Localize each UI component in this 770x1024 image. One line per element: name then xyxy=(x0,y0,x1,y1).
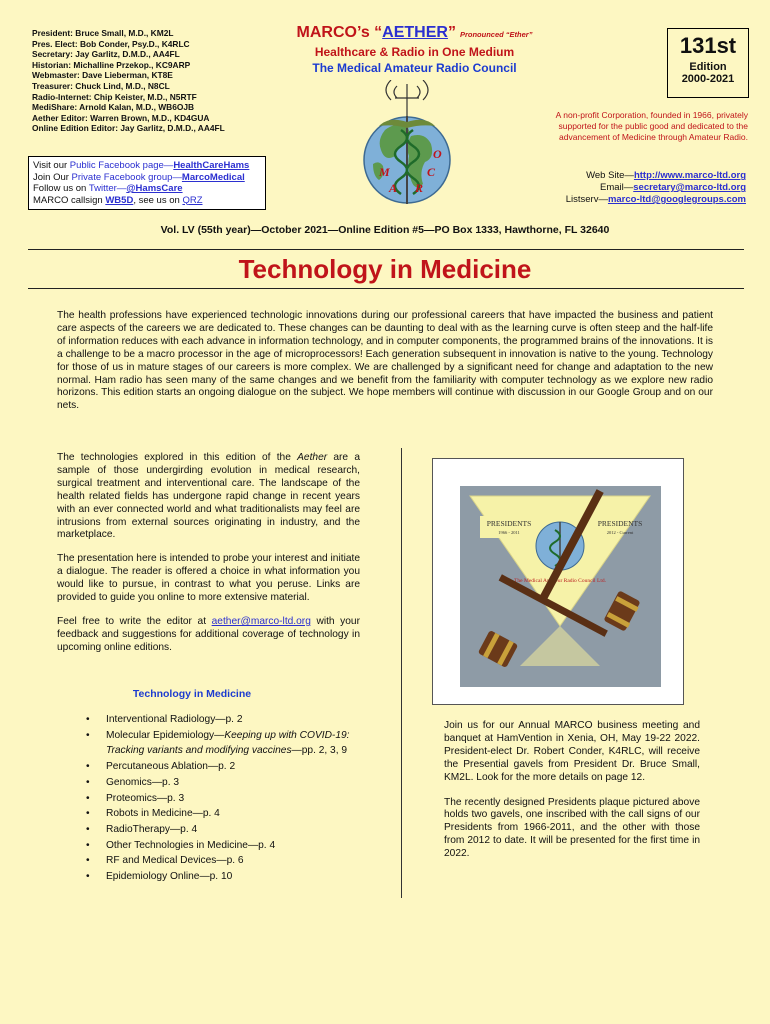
plaque-left-title: PRESIDENTS xyxy=(486,519,532,528)
facebook-page-line xyxy=(33,160,261,172)
newsletter-title xyxy=(282,24,547,42)
officer-line: Treasurer: Chuck Lind, M.D., N8CL xyxy=(32,80,170,91)
text: Molecular Epidemiology— xyxy=(106,729,225,741)
qrz-link[interactable]: QRZ xyxy=(182,194,203,206)
web-links xyxy=(540,170,746,206)
email-link[interactable]: secretary@marco-ltd.org xyxy=(633,182,746,193)
edition-number: 131st xyxy=(679,33,737,58)
officer-line: Radio-Internet: Chip Keister, M.D., N5RTF xyxy=(32,91,197,102)
website-line xyxy=(540,170,746,182)
plaque-left-years: 1966 - 2011 xyxy=(498,530,520,535)
organization-name: The Medical Amateur Radio Council xyxy=(312,61,517,75)
volume-line: Vol. LV (55th year)—October 2021—Online Edition #5—PO Box 1333, Hawthorne, FL 32640 xyxy=(160,224,610,236)
edition-years: 2000-2021 xyxy=(681,73,735,85)
twitter-link[interactable]: @HamsCare xyxy=(126,183,183,194)
svg-text:C: C xyxy=(427,165,436,179)
text: are a sample of those undergirding evolution in medical research, surgical treatment and interventional care. The landscape of the health related fields has undergone rapid change in recent years with an ever connected world and what traditionalists may feel are intrusions from external sources originating in industry, and the marketplace. xyxy=(57,452,360,541)
facebook-group-line xyxy=(33,172,261,184)
divider xyxy=(28,249,744,250)
text: , see us on xyxy=(133,194,183,206)
toc-item: • Other Technologies in Medicine—p. 4 xyxy=(84,838,354,854)
toc-item: • Interventional Radiology—p. 2 xyxy=(84,712,354,728)
callsign-link[interactable]: WB5D xyxy=(105,194,134,206)
table-of-contents xyxy=(84,712,354,885)
text: Web Site— xyxy=(586,170,634,181)
officer-line: Online Edition Editor: Jay Garlitz, D.M.D., AA4FL xyxy=(32,123,225,134)
paragraph: The recently designed Presidents plaque pictured above holds two gavels, one inscribed with the call signs of our Presidents from 1966-2011, and the other with those from 2012 to date. It will be presented for the first time in 2022. xyxy=(444,796,700,860)
toc-item: • Genomics—p. 3 xyxy=(84,775,354,791)
toc-title: Technology in Medicine xyxy=(132,688,252,700)
twitter-line xyxy=(33,183,261,195)
website-link[interactable]: http://www.marco-ltd.org xyxy=(633,170,746,181)
officer-line: Webmaster: Dave Lieberman, KT8E xyxy=(32,70,173,81)
text: Follow us on xyxy=(33,183,89,194)
text: Email— xyxy=(599,182,634,193)
text: —pp. 2, 3, 9 xyxy=(291,745,348,757)
listserv-link[interactable]: marco-ltd@googlegroups.com xyxy=(607,194,746,205)
paragraph: Join us for our Annual MARCO business meeting and banquet at HamVention in Xenia, OH, May 19-22 2022. President-elect Dr. Robert Conder, K4RLC, will receive the Presential gavels from President Dr. Bruce Small, KM2L. Look for the more details on page 12. xyxy=(444,720,700,783)
plaque-text: The Medical Amateur Radio Council Ltd. xyxy=(514,578,606,584)
text: Public Facebook page— xyxy=(69,160,174,171)
text: with your feedback and suggestions for additional coverage of technology in upcoming online editions. xyxy=(57,615,360,653)
svg-text:R: R xyxy=(415,181,424,195)
title-suffix: ” xyxy=(447,24,456,41)
plaque-right-years: 2012 - Current xyxy=(606,530,634,535)
officer-line: Pres. Elect: Bob Conder, Psy.D., K4RLC xyxy=(32,38,190,49)
edition-box xyxy=(667,28,749,98)
edition-label: Edition xyxy=(689,61,727,73)
officer-line: MediShare: Arnold Kalan, M.D., WB6OJB xyxy=(32,102,195,113)
intro-paragraph: The health professions have experienced technologic innovations during our professional careers that have impacted the business and patient care aspects of the careers we are dedicated to. These changes can be daunting to deal with as the learning curve is often steep and the half-life of information reduces with each advance in information technology, and in computer components, the programmed brains of the innovations. It is a challenge to be a macro processor in the age of microprocessors! Each generation subsequent in innovation is native to the young. Technology for those of us in mature stages of our careers is more complex. We are challenged by a significant need for change and adaptation to the new normal. Ham radio has seen many of the same changes and we benefit from the familiarity with computer technology as we explore new radio horizons. This edition starts an ongoing dialogue on the subject. We hope members will continue with discussion in our Google Group and on our nets. xyxy=(57,310,713,412)
officer-line: Aether Editor: Warren Brown, M.D., KD4GUA xyxy=(32,112,210,123)
paragraph: The presentation here is intended to probe your interest and initiate a dialogue. The reader is offered a choice in what information you would like to pursue, in contrast to what you peruse. Links are provided to guide you online to more extensive material. xyxy=(57,553,360,604)
plaque-illustration xyxy=(460,486,661,687)
facebook-page-link[interactable]: HealthCareHams xyxy=(173,160,250,171)
text: Join Our xyxy=(33,171,72,183)
editor-email-link[interactable]: aether@marco-ltd.org xyxy=(211,615,311,627)
officer-line: President: Bruce Small, M.D., KM2L xyxy=(32,28,174,38)
marco-globe-logo xyxy=(345,80,470,215)
text: MARCO callsign xyxy=(33,194,106,206)
officer-line: Secretary: Jay Garlitz, D.M.D., AA4FL xyxy=(32,49,180,60)
text: Private Facebook group— xyxy=(71,171,182,183)
officer-line: Historian: Michalline Przekop., KC9ARP xyxy=(32,59,191,70)
toc-item xyxy=(84,728,354,759)
text: Visit our xyxy=(33,160,70,171)
divider xyxy=(28,288,744,289)
text: Twitter— xyxy=(88,183,127,194)
email-line xyxy=(540,182,746,194)
text: Keeping up with COVID-19: Tracking variants and modifying vaccines xyxy=(106,729,350,757)
right-column xyxy=(444,720,700,873)
facebook-group-link[interactable]: MarcoMedical xyxy=(181,171,245,183)
listserv-line xyxy=(540,194,746,206)
toc-item: • Proteomics—p. 3 xyxy=(84,791,354,807)
social-links-box xyxy=(28,156,266,210)
column-divider xyxy=(401,448,402,898)
toc-item: • Epidemiology Online—p. 10 xyxy=(84,869,354,885)
plaque-right-title: PRESIDENTS xyxy=(597,519,643,528)
toc-item: • Percutaneous Ablation—p. 2 xyxy=(84,759,354,775)
callsign-line xyxy=(33,195,261,207)
nonprofit-note: A non-profit Corporation, founded in 1966, privately supported for the public good and dedicated to the advancement of Medicine through Amateur Radio. xyxy=(555,110,748,142)
pronunciation: Pronounced “Ether” xyxy=(459,30,533,39)
text: Listserv— xyxy=(565,194,608,205)
text: The technologies explored in this edition of the xyxy=(57,452,298,463)
left-column xyxy=(57,452,360,666)
svg-text:O: O xyxy=(433,147,442,161)
svg-text:A: A xyxy=(389,181,398,195)
officers-list xyxy=(32,28,282,134)
tagline: Healthcare & Radio in One Medium xyxy=(314,45,515,59)
aether-link[interactable]: AETHER xyxy=(382,24,448,41)
text: Aether xyxy=(297,452,328,463)
toc-item: • Robots in Medicine—p. 4 xyxy=(84,806,354,822)
toc-item: • RF and Medical Devices—p. 6 xyxy=(84,853,354,869)
paragraph xyxy=(57,616,360,655)
toc-item: • RadioTherapy—p. 4 xyxy=(84,822,354,838)
text: Feel free to write the editor at xyxy=(57,615,212,627)
svg-text:M: M xyxy=(379,165,390,179)
paragraph xyxy=(57,452,360,542)
presidents-plaque-photo xyxy=(460,486,661,687)
headline: Technology in Medicine xyxy=(238,254,532,284)
title-prefix: MARCO’s “ xyxy=(296,24,383,41)
masthead xyxy=(282,24,547,75)
